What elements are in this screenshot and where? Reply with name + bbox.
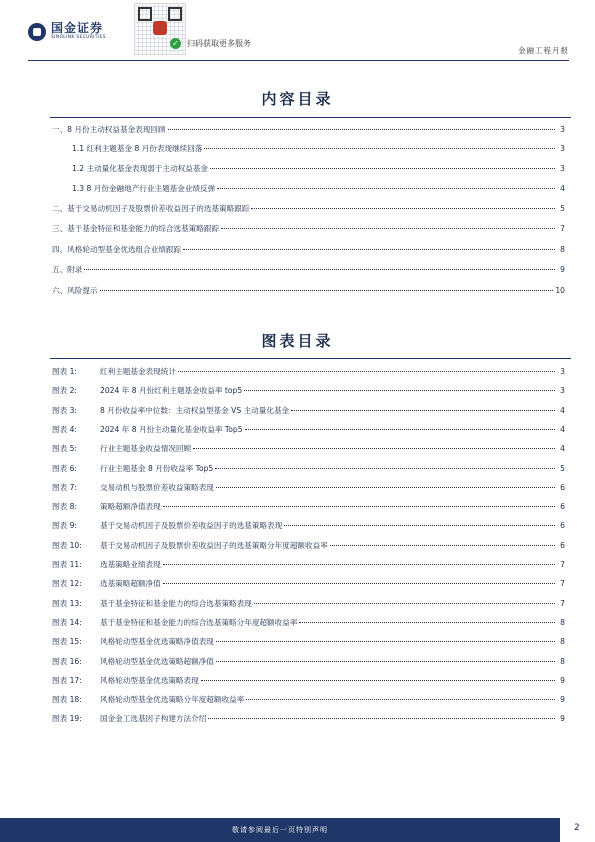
- figure-page: 7: [560, 599, 565, 608]
- figure-title: 2024 年 8 月份红利主题基金收益率 top5: [100, 386, 243, 395]
- toc-entry-page: 10: [555, 286, 565, 295]
- dot-leader: [84, 269, 555, 270]
- dot-leader: [245, 429, 555, 430]
- footer-disclaimer: 敬请参阅最后一页特别声明: [232, 826, 328, 834]
- figure-title: 选基策略超额净值: [100, 579, 161, 588]
- figures-title: 图表目录: [261, 332, 334, 350]
- toc-entry-page: 9: [560, 265, 565, 274]
- figure-page: 4: [560, 444, 565, 453]
- figure-number: 图表 18:: [52, 695, 82, 704]
- dot-leader: [299, 622, 555, 623]
- dot-leader: [168, 129, 555, 130]
- dot-leader: [183, 249, 555, 250]
- figure-entry[interactable]: [52, 598, 565, 610]
- dot-leader: [210, 168, 555, 169]
- figure-entry[interactable]: [52, 501, 565, 513]
- figure-page: 7: [560, 560, 565, 569]
- dot-leader: [217, 188, 555, 189]
- dot-leader: [163, 506, 555, 507]
- toc-entry-title: 1.2 主动量化基金表现弱于主动权益基金: [72, 164, 208, 173]
- toc-entry-page: 8: [560, 245, 565, 254]
- figure-number: 图表 9:: [52, 521, 77, 530]
- figure-page: 3: [560, 367, 565, 376]
- figure-number: 图表 1:: [52, 367, 77, 376]
- report-type-label: 金融工程月报: [518, 46, 569, 55]
- toc-entry[interactable]: [52, 244, 565, 256]
- page-header: [0, 0, 595, 70]
- dot-leader: [201, 680, 555, 681]
- figure-number: 图表 3:: [52, 406, 77, 415]
- figure-title: 基于基金特征和基金能力的综合选基策略分年度超额收益率: [100, 618, 298, 627]
- figure-title: 风格轮动型基金优选策略超额净值: [100, 657, 214, 666]
- toc-entry-page: 4: [560, 184, 565, 193]
- logo-mark-icon: [28, 23, 46, 41]
- figure-title: 风格轮动型基金优选策略净值表现: [100, 637, 214, 646]
- figure-entry[interactable]: [52, 366, 565, 378]
- toc-entry[interactable]: [72, 143, 565, 155]
- figure-title: 国金金工选基因子构建方法介绍: [100, 714, 207, 723]
- toc-entry-page: 3: [560, 144, 565, 153]
- dot-leader: [215, 468, 555, 469]
- figure-title: 基于基金特征和基金能力的综合选基策略表现: [100, 599, 252, 608]
- toc-entry-title: 1.1 红利主题基金 8 月份表现继续回落: [72, 144, 203, 153]
- toc-entry-title: 二、基于交易动机因子及股票价差收益因子的选基策略跟踪: [52, 204, 250, 213]
- figure-title: 基于交易动机因子及股票价差收益因子的选基策略分年度超额收益率: [100, 541, 328, 550]
- figure-page: 7: [560, 579, 565, 588]
- figure-entry[interactable]: [52, 559, 565, 571]
- footer-bar: [0, 818, 560, 842]
- figure-title: 策略超额净值表现: [100, 502, 161, 511]
- figure-entry[interactable]: [52, 540, 565, 552]
- figure-number: 图表 19:: [52, 714, 82, 723]
- figure-title: 行业主题基金收益情况回顾: [100, 444, 192, 453]
- dot-leader: [178, 371, 555, 372]
- dot-leader: [291, 410, 555, 411]
- dot-leader: [100, 290, 554, 291]
- toc-entry[interactable]: [72, 183, 565, 195]
- figure-entry[interactable]: [52, 443, 565, 455]
- figure-page: 6: [560, 483, 565, 492]
- figure-number: 图表 16:: [52, 657, 82, 666]
- figure-entry[interactable]: [52, 520, 565, 532]
- figure-number: 图表 12:: [52, 579, 82, 588]
- logo-name-cn: 国金证券: [51, 21, 104, 35]
- figure-number: 图表 4:: [52, 425, 77, 434]
- figure-page: 8: [560, 637, 565, 646]
- figure-entry[interactable]: [52, 578, 565, 590]
- toc-entry-page: 7: [560, 224, 565, 233]
- figure-page: 4: [560, 425, 565, 434]
- figure-title: 行业主题基金 8 月份收益率 Top5: [100, 464, 214, 473]
- figure-title: 选基策略业绩表现: [100, 560, 161, 569]
- contents-divider: [50, 117, 571, 118]
- dot-leader: [216, 641, 555, 642]
- toc-entry-title: 五、附录: [52, 265, 83, 274]
- toc-entry[interactable]: [72, 163, 565, 175]
- figure-page: 9: [560, 714, 565, 723]
- figure-number: 图表 7:: [52, 483, 77, 492]
- dot-leader: [254, 603, 555, 604]
- figure-title: 8 月份收益率中位数：主动权益型基金 VS 主动量化基金: [100, 406, 290, 415]
- toc-entry-page: 3: [560, 164, 565, 173]
- figure-number: 图表 2:: [52, 386, 77, 395]
- figure-number: 图表 13:: [52, 599, 82, 608]
- figures-divider: [50, 358, 571, 359]
- figure-entry[interactable]: [52, 656, 565, 668]
- dot-leader: [244, 390, 555, 391]
- toc-entry-title: 1.3 8 月份金融地产行业主题基金业绩反弹: [72, 184, 216, 193]
- dot-leader: [163, 564, 555, 565]
- figure-entry[interactable]: [52, 636, 565, 648]
- figure-title: 2024 年 8 月份主动量化基金收益率 Top5: [100, 425, 243, 434]
- figure-number: 图表 6:: [52, 464, 77, 473]
- figure-entry[interactable]: [52, 694, 565, 706]
- logo-name-en: SINOLINK SECURITIES: [51, 35, 106, 40]
- contents-title: 内容目录: [261, 90, 334, 108]
- dot-leader: [330, 545, 555, 546]
- figure-number: 图表 14:: [52, 618, 82, 627]
- dot-leader: [216, 661, 555, 662]
- toc-entry-title: 六、风险提示: [52, 286, 98, 295]
- figure-page: 4: [560, 406, 565, 415]
- figure-entry[interactable]: [52, 617, 565, 629]
- toc-entry[interactable]: [52, 203, 565, 215]
- dot-leader: [246, 699, 555, 700]
- figure-number: 图表 11:: [52, 560, 82, 569]
- figure-page: 8: [560, 618, 565, 627]
- dot-leader: [208, 718, 555, 719]
- toc-entry[interactable]: [52, 285, 565, 297]
- figure-page: 6: [560, 502, 565, 511]
- dot-leader: [216, 487, 555, 488]
- toc-entry-page: 3: [560, 125, 565, 134]
- figure-number: 图表 10:: [52, 541, 82, 550]
- figure-entry[interactable]: [52, 463, 565, 475]
- toc-entry[interactable]: [52, 124, 565, 136]
- toc-entry-title: 四、风格轮动型基金优选组合业绩跟踪: [52, 245, 182, 254]
- figure-entry[interactable]: [52, 385, 565, 397]
- dot-leader: [163, 583, 555, 584]
- dot-leader: [204, 148, 555, 149]
- figure-number: 图表 5:: [52, 444, 77, 453]
- figure-entry[interactable]: [52, 713, 565, 725]
- toc-entry[interactable]: [52, 223, 565, 235]
- figure-page: 6: [560, 541, 565, 550]
- figure-page: 9: [560, 695, 565, 704]
- toc-entry-title: 三、基于基金特征和基金能力的综合选基策略跟踪: [52, 224, 220, 233]
- header-divider: [28, 60, 569, 61]
- figure-number: 图表 17:: [52, 676, 82, 685]
- figure-number: 图表 15:: [52, 637, 82, 646]
- figure-page: 8: [560, 657, 565, 666]
- wechat-check-icon: ✓: [170, 38, 181, 49]
- figure-entry[interactable]: [52, 424, 565, 436]
- figure-entry[interactable]: [52, 482, 565, 494]
- qr-caption: 扫码获取更多服务: [187, 39, 251, 48]
- figure-page: 3: [560, 386, 565, 395]
- dot-leader: [221, 228, 555, 229]
- figure-title: 基于交易动机因子及股票价差收益因子的选基策略表现: [100, 521, 283, 530]
- figure-title: 红利主题基金表现统计: [100, 367, 176, 376]
- figure-page: 6: [560, 521, 565, 530]
- figure-page: 5: [560, 464, 565, 473]
- company-logo: [28, 22, 106, 41]
- figure-number: 图表 8:: [52, 502, 77, 511]
- dot-leader: [193, 448, 555, 449]
- figure-entry[interactable]: [52, 405, 565, 417]
- page-number: 2: [574, 823, 580, 833]
- figure-entry[interactable]: [52, 675, 565, 687]
- dot-leader: [284, 525, 555, 526]
- figure-title: 风格轮动型基金优选策略分年度超额收益率: [100, 695, 245, 704]
- dot-leader: [251, 208, 555, 209]
- toc-entry-page: 5: [560, 204, 565, 213]
- toc-entry-title: 一、8 月份主动权益基金表现回顾: [52, 125, 166, 134]
- toc-entry[interactable]: [52, 264, 565, 276]
- figure-title: 风格轮动型基金优选策略表现: [100, 676, 199, 685]
- figure-title: 交易动机与股票价差收益策略表现: [100, 483, 214, 492]
- figure-page: 9: [560, 676, 565, 685]
